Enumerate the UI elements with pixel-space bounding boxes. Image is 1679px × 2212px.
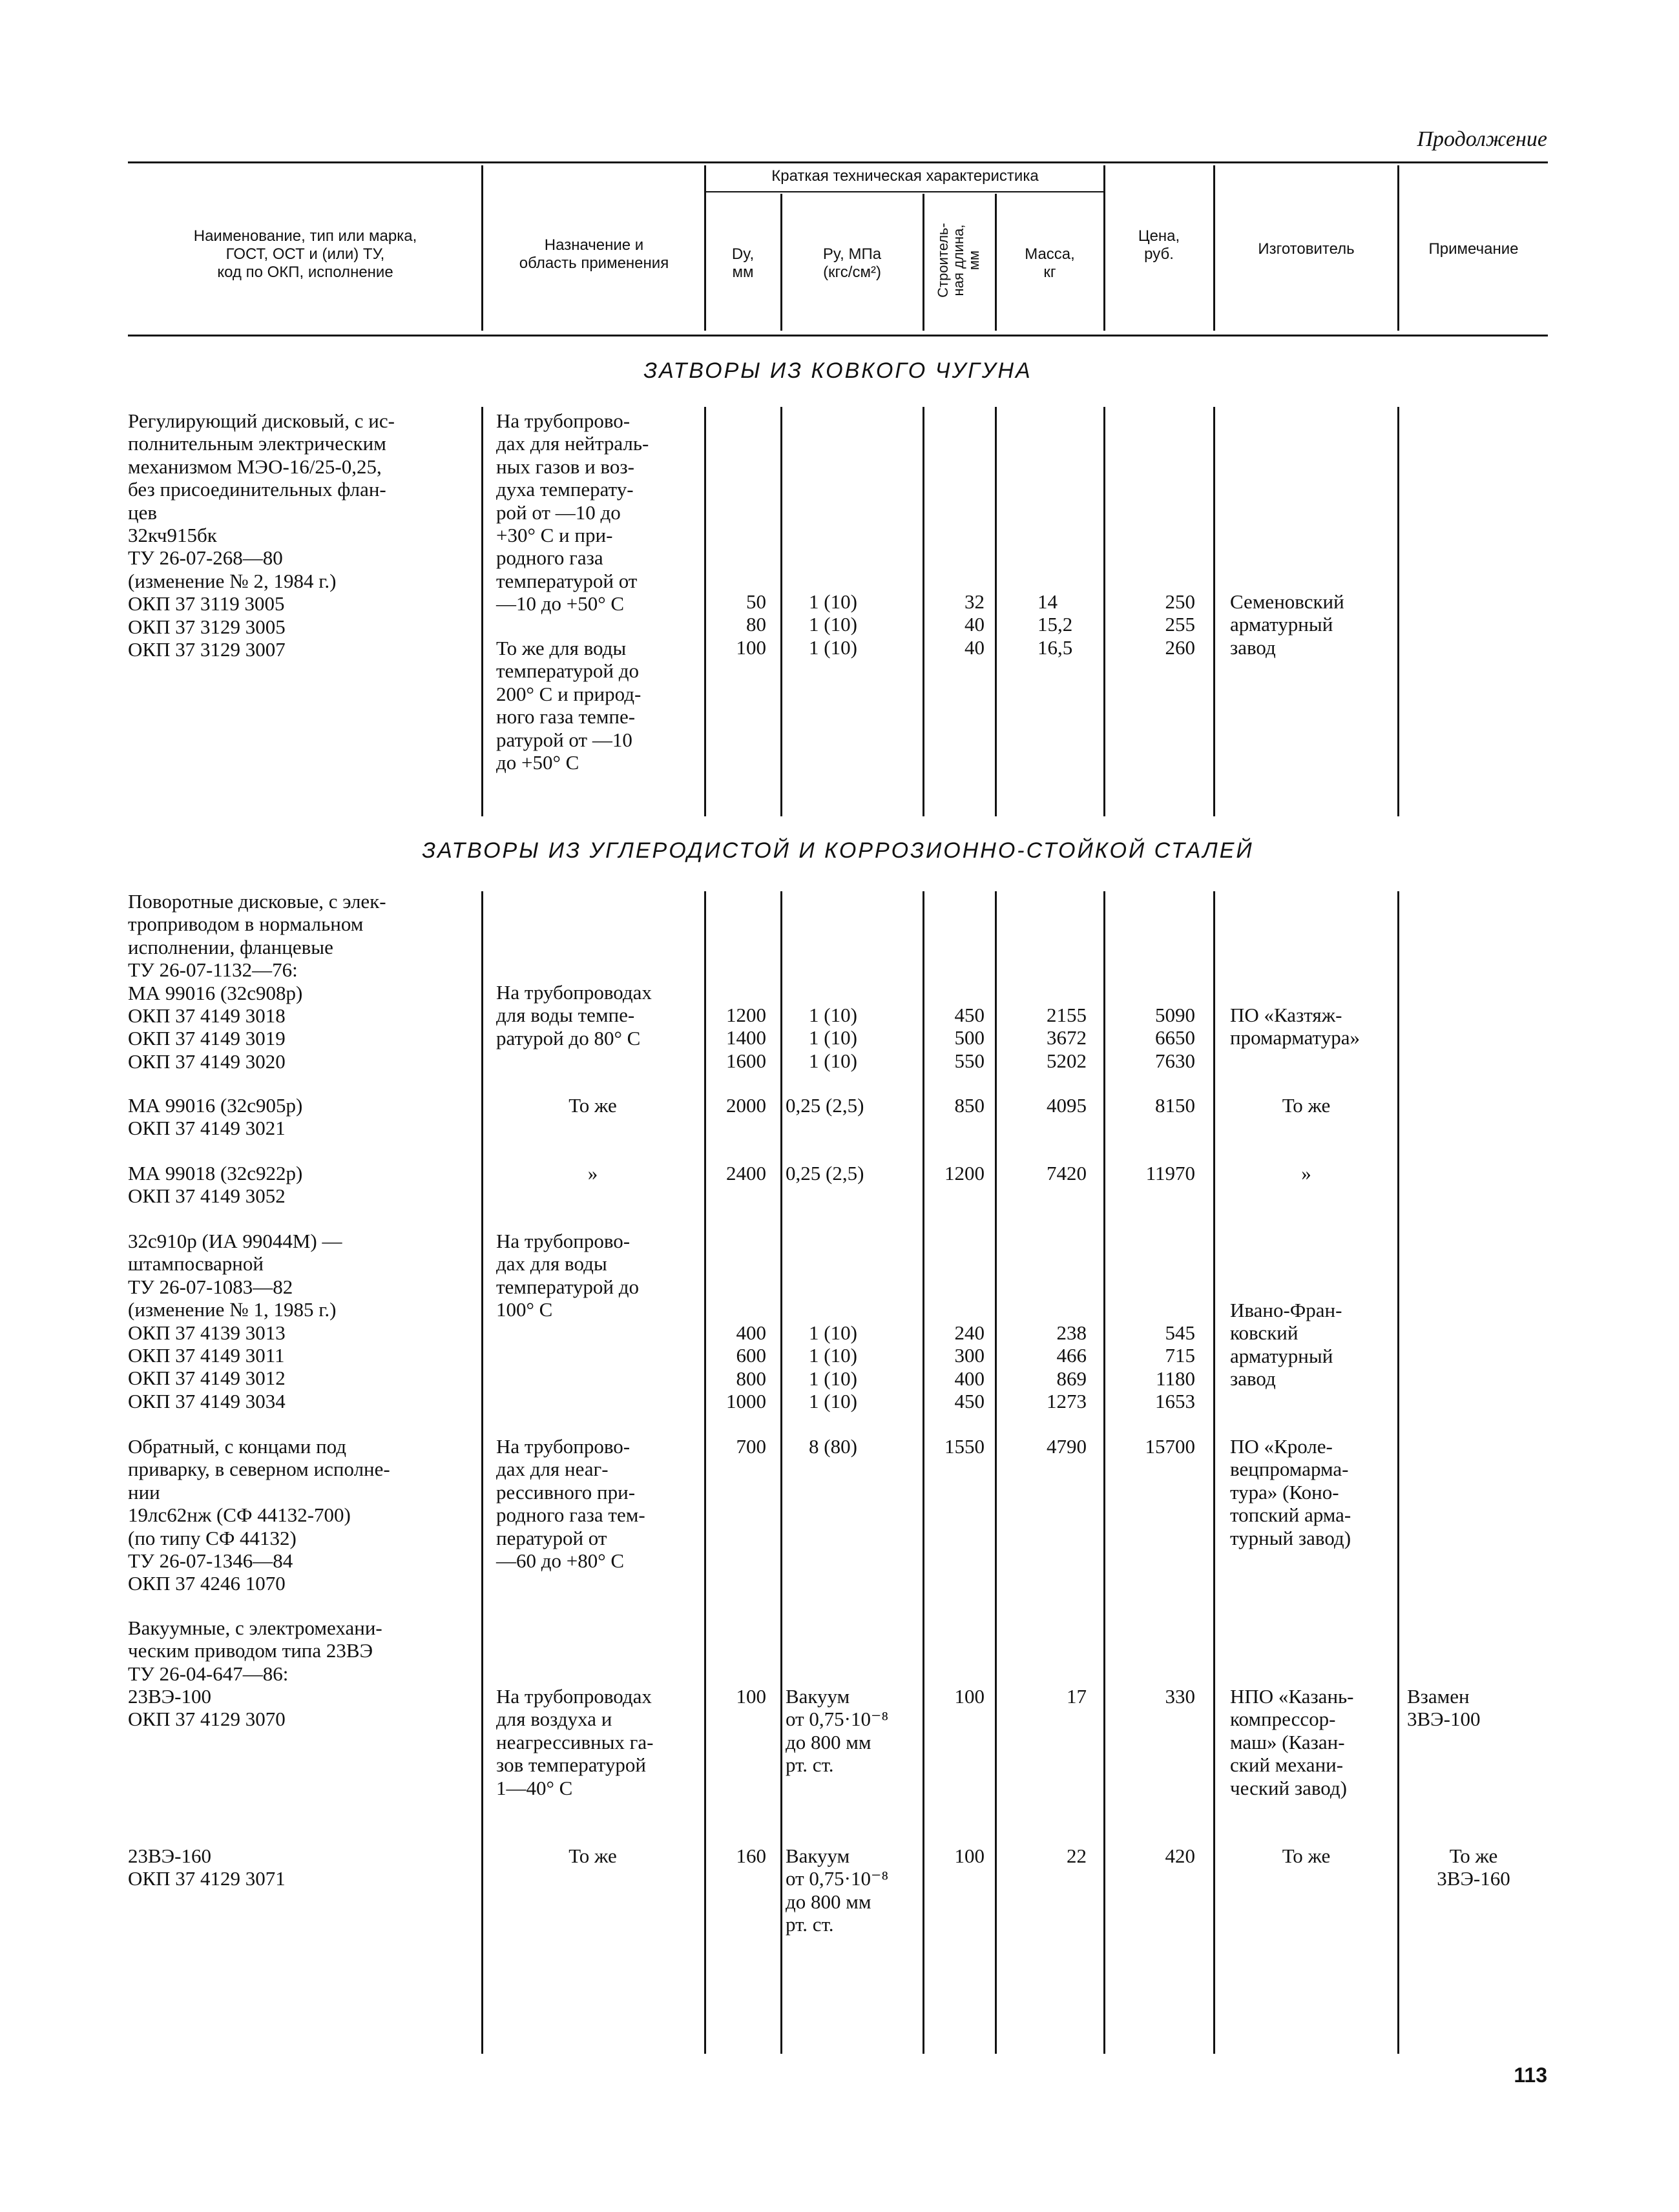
s2-r5-dy: 700 xyxy=(736,1435,766,1458)
s2-r1-name: Поворотные дисковые, с элек- троприводом в нормальном исполнении, фланцевые ТУ 26-07-1132—76: МА 99016 (32с908р) ОКП 37 4149 3018 ОКП 37 4149 3019 ОКП 37 4149 3020 xyxy=(128,890,386,1073)
s2-r2-dy: 2000 xyxy=(726,1094,766,1117)
s2-r1-maker: ПО «Казтяж- промарматура» xyxy=(1230,1004,1360,1049)
s2-r1-price: 5090 6650 7630 xyxy=(1155,1004,1195,1072)
body-col-sep xyxy=(704,407,706,816)
s1-length: 32 40 40 xyxy=(965,590,985,659)
body-col-sep xyxy=(995,407,997,816)
s2-r3-dy: 2400 xyxy=(726,1162,766,1184)
s2-r6-maker: НПО «Казань- компрессор- маш» (Казан- ский механи- ческий завод) xyxy=(1230,1685,1354,1799)
s2-r5-mass: 4790 xyxy=(1047,1435,1087,1458)
s2-r7-mass: 22 xyxy=(1067,1845,1087,1867)
s2-r5-maker: ПО «Кроле- вецпромарма- тура» (Коно- топский арма- турный завод) xyxy=(1230,1435,1351,1549)
s2-r3-length: 1200 xyxy=(944,1162,985,1184)
s2-r6-name: 23ВЭ-100 ОКП 37 4129 3070 xyxy=(128,1685,286,1731)
s2-r2-name: МА 99016 (32с905р) ОКП 37 4149 3021 xyxy=(128,1094,303,1140)
body-col-sep xyxy=(1213,407,1215,816)
header-maker: Изготовитель xyxy=(1258,240,1355,258)
s2-r3-maker: » xyxy=(1301,1162,1311,1184)
s1-name: Регулирующий дисковый, с ис- полнительным электрическим механизмом МЭО-16/25-0,25, без присоединительных флан- цев 32кч915бк ТУ 26-07-268—80 (изменение № 2, 1984 г.) ОКП 37 3119 3005 ОКП 37 3129 3005 ОКП 37 3129 3007 xyxy=(128,409,395,661)
header-col-sep xyxy=(780,194,782,331)
header-py: Py, МПа (кгс/см²) xyxy=(822,245,882,281)
s1-mass: 14 15,2 16,5 xyxy=(1038,590,1073,659)
s2-r6-dy: 100 xyxy=(736,1685,766,1708)
body-col-sep xyxy=(704,891,706,2054)
header-length: Строитель- ная длина, мм xyxy=(935,223,982,298)
header-tech-group: Краткая техническая характеристика xyxy=(771,167,1039,185)
s2-r3-name: МА 99018 (32с922р) ОКП 37 4149 3052 xyxy=(128,1162,303,1208)
s2-r4-length: 240 300 400 450 xyxy=(954,1321,985,1413)
body-col-sep xyxy=(1213,891,1215,2054)
s2-r7-py: Вакуум от 0,75·10⁻⁸ до 800 мм рт. ст. xyxy=(786,1845,889,1936)
page-number: 113 xyxy=(1514,2063,1547,2087)
body-col-sep xyxy=(780,407,782,816)
header-bottom-rule xyxy=(128,335,1548,336)
header-col-sep xyxy=(704,165,706,331)
header-price: Цена, руб. xyxy=(1138,227,1180,263)
s2-r1-mass: 2155 3672 5202 xyxy=(1047,1004,1087,1072)
s2-r7-maker: То же xyxy=(1282,1845,1331,1867)
header-name: Наименование, тип или марка, ГОСТ, ОСТ и (или) ТУ, код по ОКП, исполнение xyxy=(193,227,417,281)
s2-r7-purpose: То же xyxy=(568,1845,617,1867)
s2-r6-length: 100 xyxy=(954,1685,985,1708)
s1-py: 1 (10) 1 (10) 1 (10) xyxy=(809,590,857,659)
continuation-label: Продолжение xyxy=(1417,127,1547,151)
s2-r6-price: 330 xyxy=(1165,1685,1195,1708)
s1-purpose-b: То же для воды температурой до 200° С и природ- ного газа темпе- ратурой от —10 до +50° С xyxy=(496,637,641,774)
s2-r5-length: 1550 xyxy=(944,1435,985,1458)
s2-r3-price: 11970 xyxy=(1145,1162,1195,1184)
header-purpose: Назначение и область применения xyxy=(519,236,669,272)
section-title-malleable-iron: ЗАТВОРЫ ИЗ КОВКОГО ЧУГУНА xyxy=(643,358,1032,383)
header-col-sep xyxy=(1103,165,1105,331)
s2-r4-purpose: На трубопрово- дах для воды температурой до 100° С xyxy=(496,1230,639,1321)
s2-r7-name: 23ВЭ-160 ОКП 37 4129 3071 xyxy=(128,1845,286,1890)
s1-purpose-a: На трубопрово- дах для нейтраль- ных газов и воз- духа температу- рой от —10 до +30° С и при- родного газа температурой от —10 до +50° С xyxy=(496,409,649,615)
s2-r4-name: 32с910р (ИА 99044М) — штампосварной ТУ 26-07-1083—82 (изменение № 1, 1985 г.) ОКП 37 4139 3013 ОКП 37 4149 3011 ОКП 37 4149 3012 ОКП 37 4149 3034 xyxy=(128,1230,342,1412)
s2-r4-maker: Ивано-Фран- ковский арматурный завод xyxy=(1230,1299,1342,1390)
tech-group-rule xyxy=(705,191,1105,192)
s1-price: 250 255 260 xyxy=(1165,590,1195,659)
body-col-sep xyxy=(1103,891,1105,2054)
s2-r6-py: Вакуум от 0,75·10⁻⁸ до 800 мм рт. ст. xyxy=(786,1685,889,1777)
body-col-sep xyxy=(923,407,924,816)
s2-r4-mass: 238 466 869 1273 xyxy=(1047,1321,1087,1413)
s2-r7-note: То же 3ВЭ-160 xyxy=(1437,1845,1510,1890)
s2-r1-purpose: На трубопроводах для воды темпе- ратурой до 80° С xyxy=(496,981,652,1049)
header-col-sep xyxy=(923,194,924,331)
header-dy: Dy, мм xyxy=(731,245,755,281)
s2-r5-py: 8 (80) xyxy=(809,1435,857,1458)
s2-r6-mass: 17 xyxy=(1067,1685,1087,1708)
s2-r2-maker: То же xyxy=(1282,1094,1331,1117)
s2-r7-dy: 160 xyxy=(736,1845,766,1867)
s2-r6-purpose: На трубопроводах для воздуха и неагрессивных га- зов температурой 1—40° С xyxy=(496,1685,654,1799)
s2-r3-mass: 7420 xyxy=(1047,1162,1087,1184)
s2-r5-price: 15700 xyxy=(1145,1435,1195,1458)
s2-r7-length: 100 xyxy=(954,1845,985,1867)
s2-r3-purpose: » xyxy=(587,1162,598,1184)
s2-r6-note: Взамен 3ВЭ-100 xyxy=(1407,1685,1481,1731)
header-note: Примечание xyxy=(1428,240,1519,258)
body-col-sep xyxy=(1103,407,1105,816)
s1-maker: Семеновский арматурный завод xyxy=(1230,590,1344,659)
body-col-sep xyxy=(923,891,924,2054)
s2-r1-py: 1 (10) 1 (10) 1 (10) xyxy=(809,1004,857,1072)
header-top-rule xyxy=(128,161,1548,163)
s2-r4-price: 545 715 1180 1653 xyxy=(1155,1321,1195,1413)
header-mass: Масса, кг xyxy=(1025,245,1075,281)
body-col-sep xyxy=(780,891,782,2054)
body-col-sep xyxy=(1397,407,1399,816)
s2-r4-py: 1 (10) 1 (10) 1 (10) 1 (10) xyxy=(809,1321,857,1413)
s2-r3-py: 0,25 (2,5) xyxy=(786,1162,864,1184)
s2-r4-dy: 400 600 800 1000 xyxy=(726,1321,766,1413)
s2-r2-purpose: То же xyxy=(568,1094,617,1117)
s2-r7-price: 420 xyxy=(1165,1845,1195,1867)
s2-r6-intro: Вакуумные, с электромехани- ческим приводом типа 23ВЭ ТУ 26-04-647—86: xyxy=(128,1617,382,1685)
body-col-sep xyxy=(995,891,997,2054)
body-col-sep xyxy=(481,891,483,2054)
header-col-sep xyxy=(995,194,997,331)
s2-r1-length: 450 500 550 xyxy=(954,1004,985,1072)
s2-r2-mass: 4095 xyxy=(1047,1094,1087,1117)
body-col-sep xyxy=(481,407,483,816)
header-col-sep xyxy=(481,165,483,331)
s2-r2-price: 8150 xyxy=(1155,1094,1195,1117)
s2-r1-dy: 1200 1400 1600 xyxy=(726,1004,766,1072)
s2-r5-name: Обратный, с концами под приварку, в северном исполне- нии 19лс62нж (СФ 44132-700) (по типу СФ 44132) ТУ 26-07-1346—84 ОКП 37 4246 1070 xyxy=(128,1435,390,1595)
header-col-sep xyxy=(1213,165,1215,331)
s2-r2-length: 850 xyxy=(954,1094,985,1117)
s1-dy: 50 80 100 xyxy=(736,590,766,659)
s2-r2-py: 0,25 (2,5) xyxy=(786,1094,864,1117)
s2-r5-purpose: На трубопрово- дах для неаг- рессивного при- родного газа тем- пературой от —60 до +80° С xyxy=(496,1435,645,1573)
section-title-steel: ЗАТВОРЫ ИЗ УГЛЕРОДИСТОЙ И КОРРОЗИОННО-СТОЙКОЙ СТАЛЕЙ xyxy=(422,838,1254,863)
